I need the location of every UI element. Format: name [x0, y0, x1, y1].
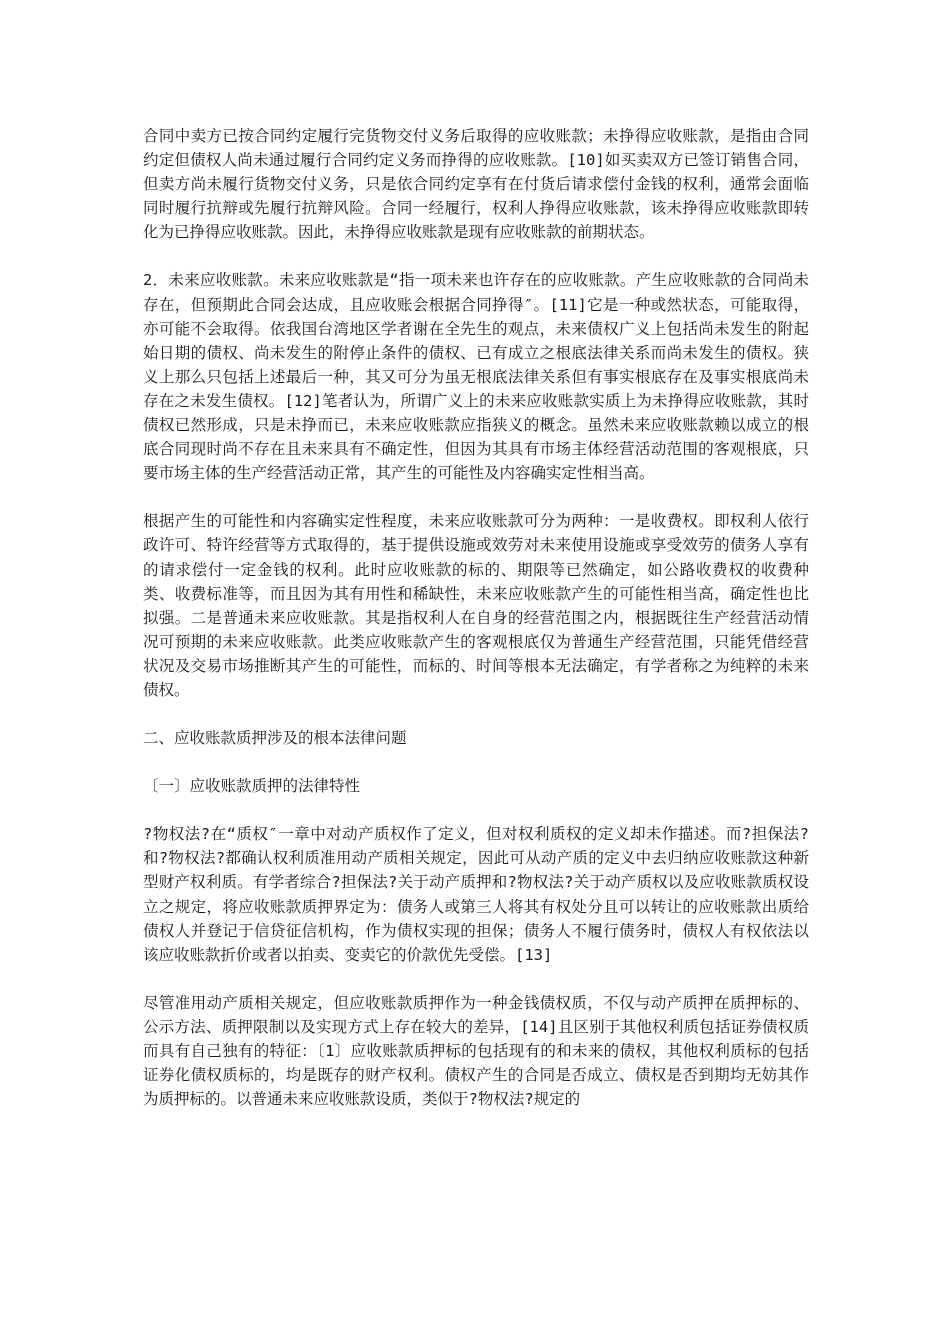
document-page	[143, 124, 809, 1135]
paragraph-future-receivables: 2．未来应收账款。未来应收账款是“指一项未来也许存在的应收账款。产生应收账款的合同尚未存在，但预期此合同会达成，且应收账会根据合同挣得″。[11]它是一种或然状态，可能取得，亦可能不会取得。依我国台湾地区学者谢在全先生的观点，未来债权广义上包括尚未发生的附起始日期的债权、尚未发生的附停止条件的债权、已有成立之根底法律关系而尚未发生的债权。狭义上那么只包括上述最后一种，其又可分为虽无根底法律关系但有事实根底存在及事实根底尚未存在之未发生债权。[12]笔者认为，所谓广义上的未来应收账款实质上为未挣得应收账款，其时债权已然形成，只是未挣而已，未来应收账款应指狭义的概念。虽然未来应收账款赖以成立的根底合同现时尚不存在且未来具有不确定性，但因为其具有市场主体经营活动范围的客观根底，只要市场主体的生产经营活动正常，其产生的可能性及内容确实定性相当高。	[143, 271, 809, 483]
paragraph-earned-receivables: 合同中卖方已按合同约定履行完货物交付义务后取得的应收账款；未挣得应收账款，是指由合同约定但债权人尚未通过履行合同约定义务而挣得的应收账款。[10]如买卖双方已签订销售合同，但卖方尚未履行货物交付义务，只是依合同约定享有在付货后请求偿付金钱的权利，通常会面临同时履行抗辩或先履行抗辩风险。合同一经履行，权利人挣得应收账款，该未挣得应收账款即转化为已挣得应收账款。因此，未挣得应收账款是现有应收账款的前期状态。	[143, 127, 809, 242]
paragraph-pledge-features: 尽管准用动产质相关规定，但应收账款质押作为一种金钱债权质，不仅与动产质押在质押标的、公示方法、质押限制以及实现方式上存在较大的差异，[14]且区别于其他权利质包括证券债权质而具有自己独有的特征：〔1〕应收账款质押标的包括现有的和未来的债权，其他权利质标的包括证券化债权质标的，均是既存的财产权利。债权产生的合同是否成立、债权是否到期均无妨其作为质押标的。以普通未来应收账款设质，类似于?物权法?规定的	[143, 993, 809, 1109]
subsection-heading: 〔一〕应收账款质押的法律特性	[143, 777, 361, 796]
paragraph-future-receivables-types: 根据产生的可能性和内容确实定性程度，未来应收账款可分为两种：一是收费权。即权利人依行政许可、特许经营等方式取得的，基于提供设施或效劳对未来使用设施或享受效劳的债务人享有的请求偿付一定金钱的权利。此时应收账款的标的、期限等已然确定，如公路收费权的收费种类、收费标准等，而且因为其有用性和稀缺性，未来应收账款产生的可能性相当高，确定性也比拟强。二是普通未来应收账款。其是指权利人在自身的经营范围之内，根据既往生产经营活动情况可预期的未来应收账款。此类应收账款产生的客观根底仅为普通生产经营范围，只能凭借经营状况及交易市场推断其产生的可能性，而标的、时间等根本无法确定，有学者称之为纯粹的未来债权。	[143, 512, 809, 699]
section-heading: 二、应收账款质押涉及的根本法律问题	[143, 729, 407, 748]
paragraph-pledge-definition: ?物权法?在“质权″一章中对动产质权作了定义，但对权利质权的定义却未作描述。而?担保法?和?物权法?都确认权利质准用动产质相关规定，因此可从动产质的定义中去归纳应收账款这种新型财产权利质。有学者综合?担保法?关于动产质押和?物权法?关于动产质权以及应收账款质权设立之规定，将应收账款质押界定为：债务人或第三人将其有权处分且可以转让的应收账款出质给债权人并登记于信贷征信机构，作为债权实现的担保；债务人不履行债务时，债权人有权依法以该应收账款折价或者以拍卖、变卖它的价款优先受偿。[13]	[143, 825, 809, 964]
